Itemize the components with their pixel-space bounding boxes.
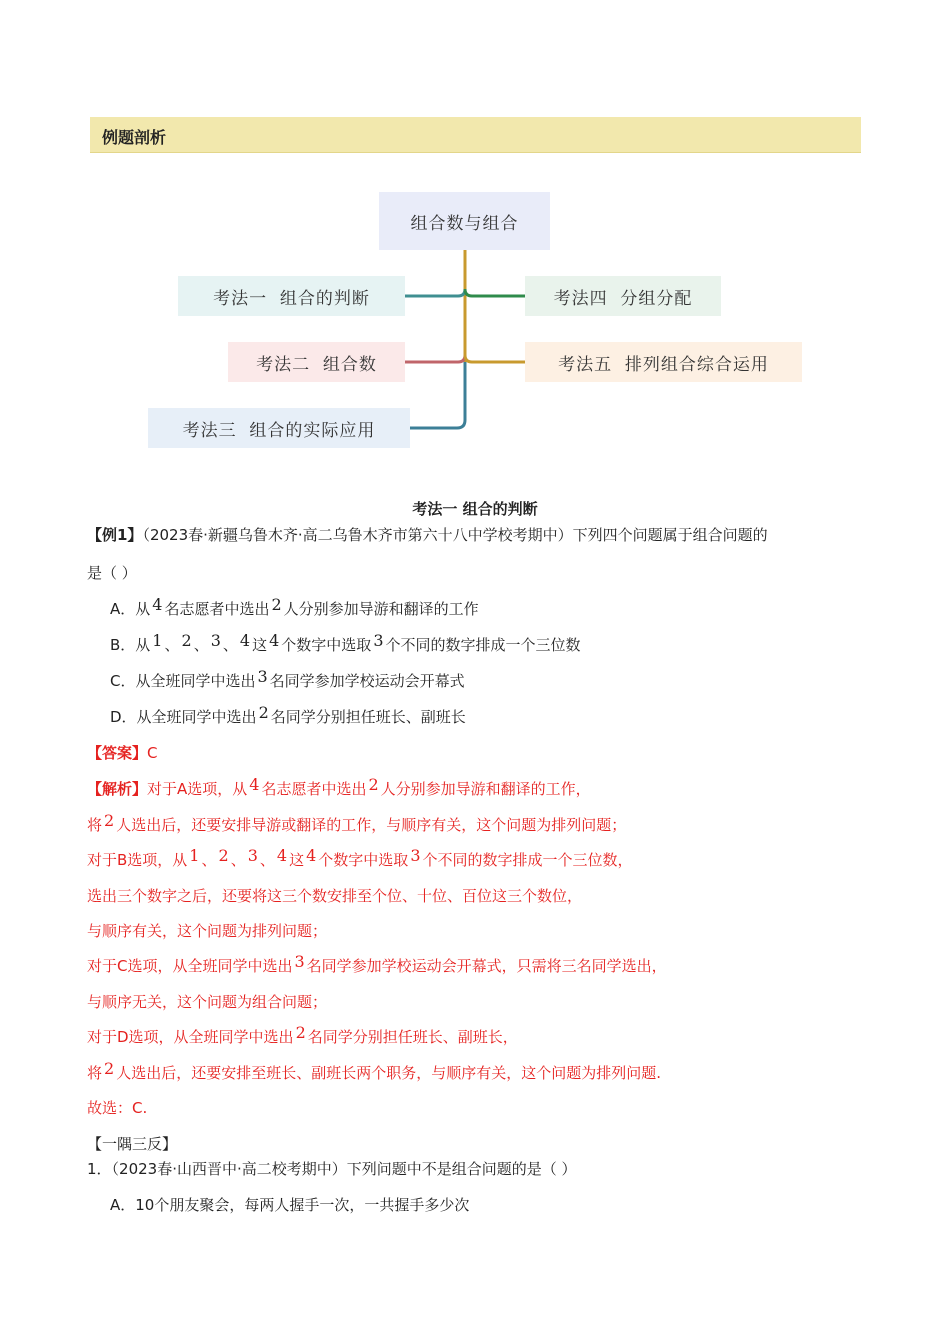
answer-line: 【答案】C: [87, 744, 158, 762]
analysis-line-2: 将 2 人选出后，还要安排导游或翻译的工作，与顺序有关，这个问题为排列问题；: [87, 811, 627, 834]
mindmap-node-4: 考法四 分组分配: [525, 276, 721, 316]
connector-n4: [465, 289, 525, 296]
example-question: [87, 524, 768, 545]
analysis-line-4: 选出三个数字之后，还要将这三个数安排至个位、十位、百位这三个数位，: [87, 887, 583, 905]
mindmap-root: 组合数与组合: [379, 192, 550, 250]
option-c: C．从全班同学中选出 3 名同学参加学校运动会开幕式: [110, 667, 465, 690]
connector-n5: [465, 355, 525, 362]
mindmap-node-5: 考法五 排列组合综合运用: [525, 342, 802, 382]
analysis-line-8: 对于D选项，从全班同学中选出 2 名同学分别担任班长、副班长，: [87, 1023, 518, 1046]
practice-option-a: A．10个朋友聚会，每两人握手一次，一共握手多少次: [110, 1196, 470, 1214]
example-source: （2023春·新疆乌鲁木齐·高二乌鲁木齐市第六十八中学校考期中）下列四个问题属于组合问题的: [142, 526, 768, 544]
option-b: B．从 1 、 2 、 3 、 4 这 4 个数字中选取 3 个不同的数字排成一个三位数: [110, 631, 581, 654]
analysis-line-5: 与顺序有关，这个问题为排列问题；: [87, 922, 328, 940]
conclusion-line: 故选：C.: [87, 1099, 148, 1117]
connector-n3: [410, 362, 465, 428]
section-header: [90, 117, 861, 153]
analysis-line-6: 对于C选项，从全班同学中选出 3 名同学参加学校运动会开幕式，只需将三名同学选出，: [87, 952, 667, 975]
practice-question-1: 1．（2023春·山西晋中·高二校考期中）下列问题中不是组合问题的是（ ）: [87, 1160, 577, 1178]
option-d: D．从全班同学中选出 2 名同学分别担任班长、副班长: [110, 703, 466, 726]
connector-n1: [405, 289, 465, 296]
section-title: 例题剖析: [102, 128, 167, 147]
option-a: A．从 4 名志愿者中选出 2 人分别参加导游和翻译的工作: [110, 595, 479, 618]
analysis-line-9: 将 2 人选出后，还要安排至班长、副班长两个职务，与顺序有关，这个问题为排列问题.: [87, 1059, 661, 1082]
connector-n2: [405, 355, 465, 362]
method-title: 考法一 组合的判断: [412, 500, 538, 518]
practice-title: 【一隅三反】: [87, 1135, 178, 1153]
example-question-cont: 是（ ）: [87, 564, 137, 582]
mindmap-node-3: 考法三 组合的实际应用: [148, 408, 410, 448]
mindmap-node-1: 考法一 组合的判断: [178, 276, 405, 316]
analysis-line-7: 与顺序无关，这个问题为组合问题；: [87, 993, 328, 1011]
analysis-line-1: 【解析】对于A选项，从 4 名志愿者中选出 2 人分别参加导游和翻译的工作，: [87, 775, 591, 798]
example-tag: 【例1】: [87, 526, 143, 544]
mindmap-node-2: 考法二 组合数: [228, 342, 405, 382]
analysis-line-3: 对于B选项，从 1 、 2 、 3 、 4 这 4 个数字中选取 3 个不同的数字排成一个三位数，: [87, 846, 633, 869]
